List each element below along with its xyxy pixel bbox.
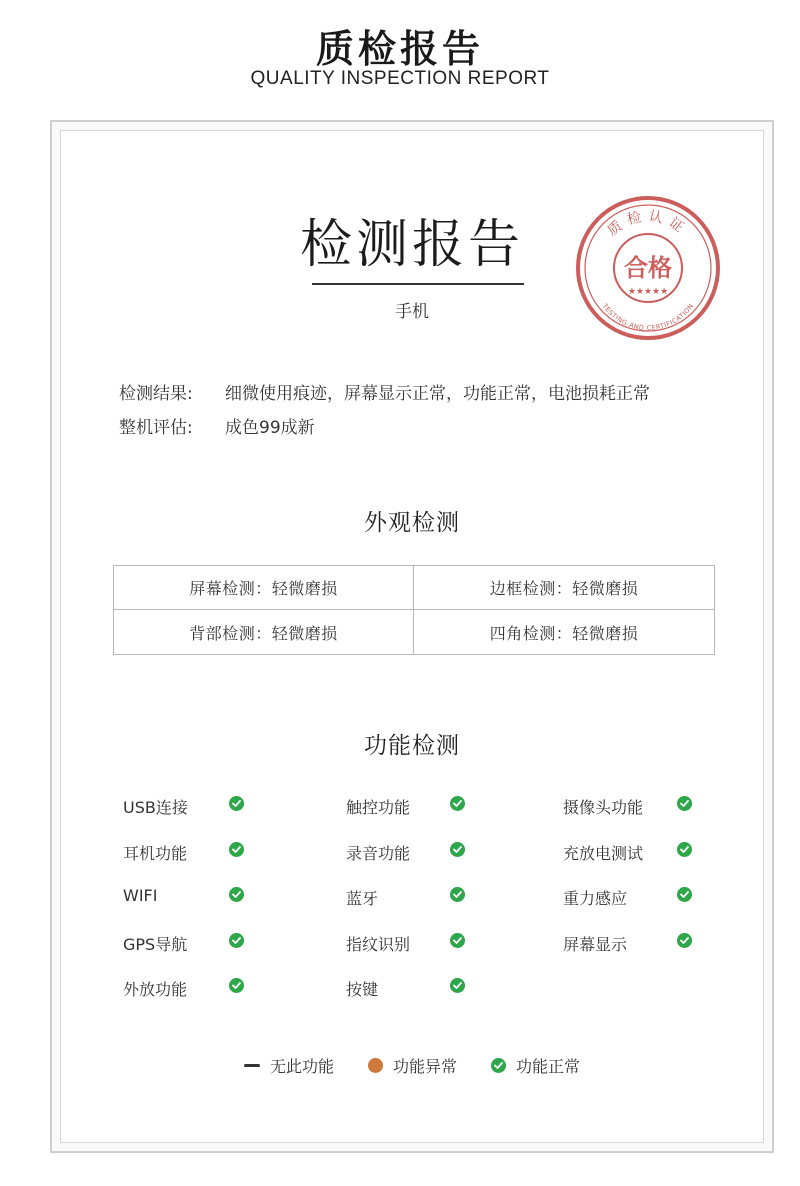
function-column-1 — [123, 791, 273, 1019]
legend-normal — [491, 1054, 580, 1077]
stamp-top-text: 质检认证 — [604, 208, 692, 240]
check-icon — [229, 887, 244, 902]
check-icon — [229, 796, 244, 811]
function-item — [346, 882, 496, 928]
check-icon — [450, 978, 465, 993]
result-label: 检测结果: — [119, 384, 193, 404]
result-row-inspection — [119, 379, 650, 404]
stamp-bottom-text: TESTING AND CERTIFICATION — [600, 302, 696, 333]
function-name: 按键 — [346, 980, 379, 999]
legend-none-label: 无此功能 — [269, 1056, 334, 1076]
function-name: WIFI — [123, 886, 158, 905]
qualified-stamp — [573, 193, 723, 343]
function-name: 指纹识别 — [346, 934, 411, 954]
function-name: 充放电测试 — [563, 843, 644, 863]
stamp-center-text: 合格 — [624, 254, 672, 282]
function-name: 耳机功能 — [123, 843, 188, 863]
report-subtitle: 手机 — [395, 302, 429, 322]
function-name: 摄像头功能 — [563, 798, 644, 817]
check-icon — [229, 933, 244, 948]
legend-none — [244, 1054, 334, 1077]
function-item — [346, 928, 496, 974]
check-icon — [450, 842, 465, 857]
check-icon — [450, 796, 465, 811]
header-subtitle: QUALITY INSPECTION REPORT — [250, 68, 550, 89]
check-icon — [450, 887, 465, 902]
report-title: 检测报告 — [299, 215, 524, 275]
function-name: 重力感应 — [563, 889, 628, 908]
function-item — [563, 928, 713, 974]
function-item — [563, 882, 713, 928]
function-item — [563, 791, 713, 837]
legend-abnormal — [368, 1054, 457, 1077]
appearance-cell-corners: 四角检测：轻微磨损 — [489, 623, 639, 643]
result-row-evaluation — [119, 413, 315, 438]
appearance-cell-back: 背部检测：轻微磨损 — [114, 610, 414, 654]
legend-abnormal-label: 功能异常 — [392, 1056, 457, 1076]
check-icon — [491, 1058, 506, 1073]
function-name: 屏幕显示 — [563, 934, 628, 954]
function-item — [346, 791, 496, 837]
header-title: 质检报告 — [315, 27, 484, 71]
report-sheet — [60, 130, 764, 1143]
function-name: 触控功能 — [346, 798, 411, 817]
check-icon — [677, 933, 692, 948]
dash-icon — [244, 1064, 260, 1067]
function-item — [563, 837, 713, 883]
function-column-3 — [563, 791, 713, 973]
evaluation-label: 整机评估: — [119, 418, 193, 438]
function-item — [346, 973, 496, 1019]
evaluation-value: 成色99成新 — [225, 418, 315, 438]
appearance-section-title: 外观检测 — [364, 510, 460, 536]
function-item — [123, 837, 273, 883]
check-icon — [677, 842, 692, 857]
appearance-cell-frame: 边框检测：轻微磨损 — [414, 566, 714, 610]
title-underline — [312, 283, 524, 285]
report-frame — [50, 120, 774, 1153]
result-value: 细微使用痕迹，屏幕显示正常，功能正常，电池损耗正常 — [225, 384, 650, 404]
function-name: GPS导航 — [123, 934, 188, 954]
function-name: USB连接 — [123, 798, 188, 817]
stamp-stars: ★★★★★ — [627, 287, 669, 297]
check-icon — [229, 842, 244, 857]
function-column-2 — [346, 791, 496, 1019]
function-item — [123, 882, 273, 928]
function-section-title: 功能检测 — [364, 733, 460, 759]
function-item — [123, 791, 273, 837]
check-icon — [450, 933, 465, 948]
function-name: 录音功能 — [346, 843, 411, 863]
function-name: 外放功能 — [123, 980, 188, 999]
function-item — [346, 837, 496, 883]
legend-normal-label: 功能正常 — [516, 1056, 581, 1076]
check-icon — [677, 796, 692, 811]
check-icon — [677, 887, 692, 902]
check-icon — [229, 978, 244, 993]
function-name: 蓝牙 — [346, 889, 379, 908]
orange-dot-icon — [368, 1058, 383, 1073]
appearance-cell-screen: 屏幕检测：轻微磨损 — [114, 566, 414, 610]
function-item — [123, 973, 273, 1019]
function-item — [123, 928, 273, 974]
appearance-table — [113, 565, 715, 655]
status-legend — [61, 1053, 763, 1077]
